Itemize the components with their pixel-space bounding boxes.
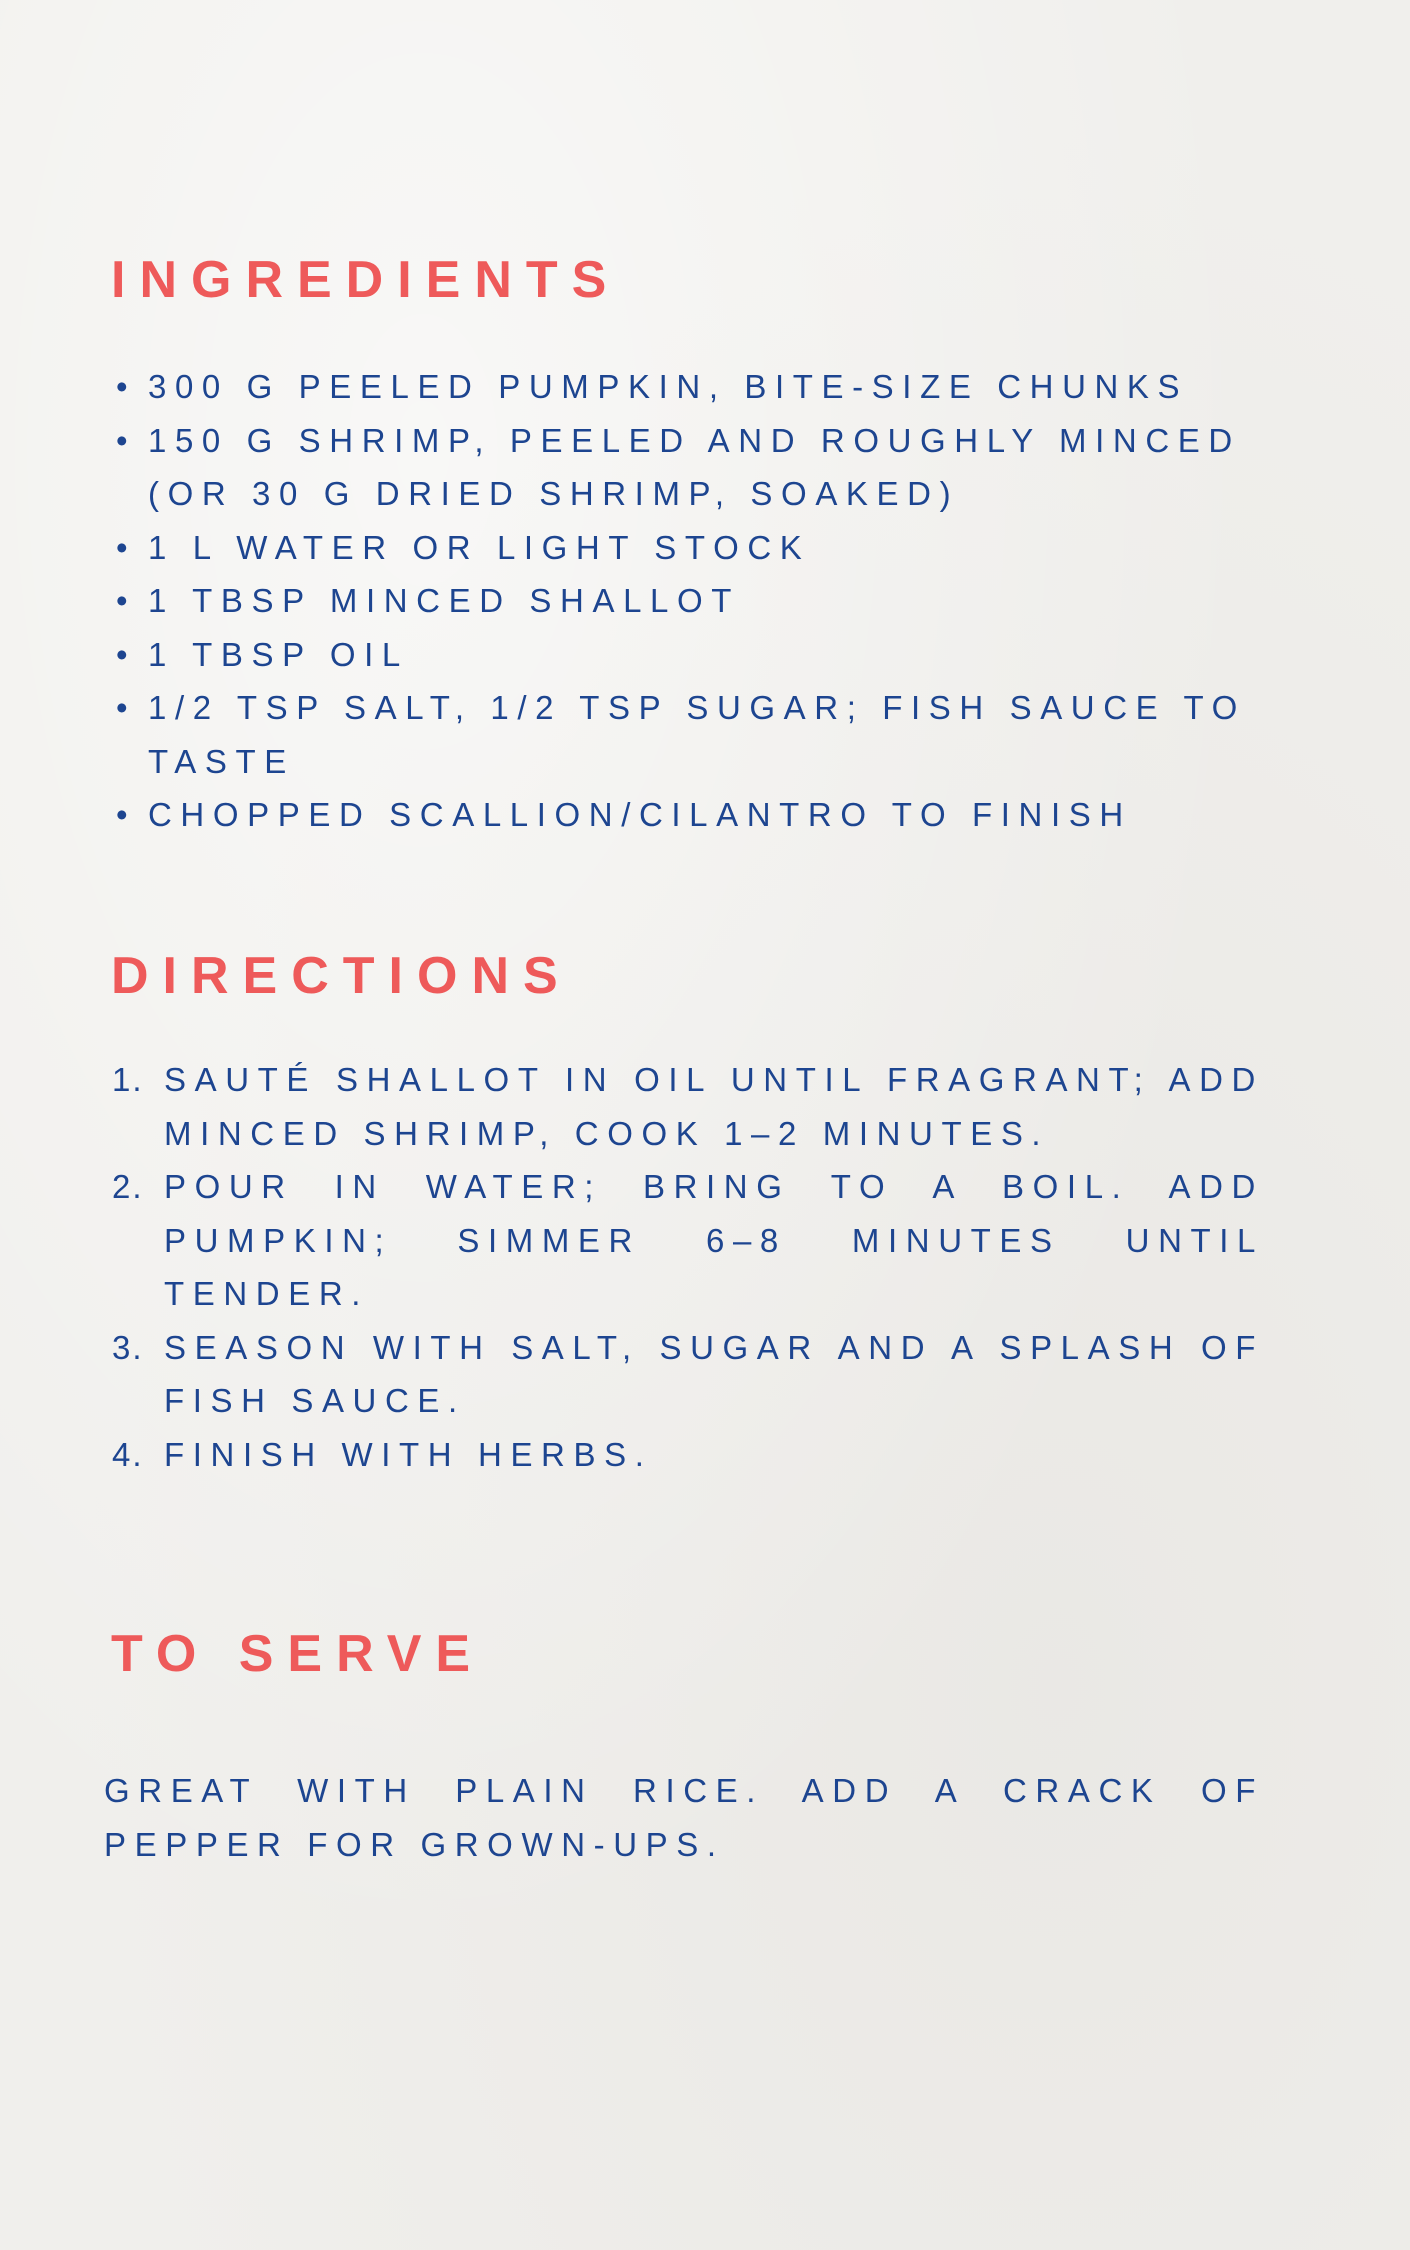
list-item bbox=[116, 521, 1338, 575]
list-item bbox=[116, 788, 1338, 842]
bullet-icon: • bbox=[116, 635, 128, 673]
step-number: 4. bbox=[112, 1435, 144, 1473]
step-number: 3. bbox=[112, 1328, 144, 1366]
bullet-icon: • bbox=[116, 796, 128, 833]
ingredient-text: 1/2 TSP SALT, 1/2 TSP SUGAR; FISH SAUCE TO TASTE bbox=[148, 689, 1246, 780]
direction-step bbox=[112, 1428, 1264, 1482]
list-item bbox=[116, 360, 1338, 414]
list-item bbox=[116, 574, 1338, 628]
step-number: 1. bbox=[112, 1061, 144, 1098]
bullet-icon: • bbox=[116, 582, 128, 619]
step-text: FINISH WITH HERBS. bbox=[164, 1435, 653, 1473]
list-item bbox=[116, 628, 1338, 682]
direction-step bbox=[112, 1321, 1264, 1428]
direction-step bbox=[112, 1053, 1264, 1160]
directions-heading: DIRECTIONS bbox=[111, 947, 572, 1005]
step-number: 2. bbox=[112, 1168, 144, 1205]
ingredient-text: 150 G SHRIMP, PEELED AND ROUGHLY MINCED (OR 30 G DRIED SHRIMP, SOAKED) bbox=[148, 421, 1241, 512]
bullet-icon: • bbox=[116, 368, 128, 405]
ingredients-heading: INGREDIENTS bbox=[111, 251, 621, 309]
list-item bbox=[116, 414, 1338, 521]
step-text: POUR IN WATER; BRING TO A BOIL. ADD PUMPKIN; SIMMER 6–8 MINUTES UNTIL TENDER. bbox=[164, 1168, 1264, 1312]
step-text: SAUTÉ SHALLOT IN OIL UNTIL FRAGRANT; ADD MINCED SHRIMP, COOK 1–2 MINUTES. bbox=[164, 1061, 1264, 1152]
ingredient-text: 1 L WATER OR LIGHT STOCK bbox=[148, 528, 811, 566]
to-serve-text: GREAT WITH PLAIN RICE. ADD A CRACK OF PEPPER FOR GROWN-UPS. bbox=[104, 1772, 1264, 1863]
ingredient-text: CHOPPED SCALLION/CILANTRO TO FINISH bbox=[148, 796, 1132, 833]
bullet-icon: • bbox=[116, 421, 128, 459]
ingredient-text: 1 TBSP OIL bbox=[148, 635, 409, 673]
ingredients-list bbox=[116, 360, 1338, 842]
bullet-icon: • bbox=[116, 528, 128, 566]
ingredient-text: 300 G PEELED PUMPKIN, BITE-SIZE CHUNKS bbox=[148, 368, 1189, 405]
list-item bbox=[116, 681, 1338, 788]
directions-list bbox=[112, 1053, 1264, 1481]
step-text: SEASON WITH SALT, SUGAR AND A SPLASH OF FISH SAUCE. bbox=[164, 1328, 1264, 1419]
to-serve-heading: TO SERVE bbox=[111, 1625, 485, 1683]
ingredient-text: 1 TBSP MINCED SHALLOT bbox=[148, 582, 741, 619]
direction-step bbox=[112, 1160, 1264, 1321]
bullet-icon: • bbox=[116, 689, 128, 726]
